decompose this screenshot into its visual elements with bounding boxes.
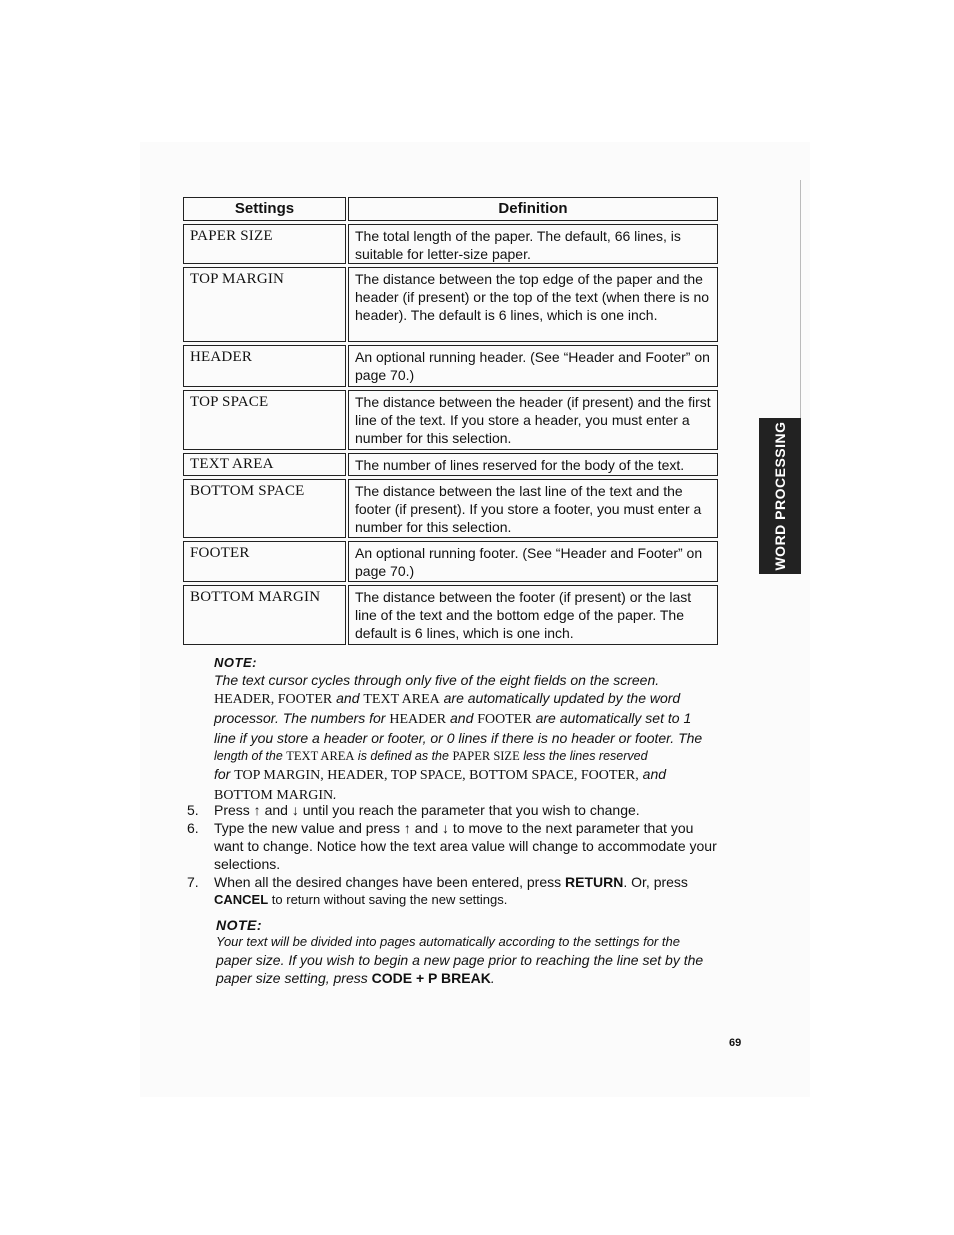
note-fragment: and [332,690,364,706]
note-term: BOTTOM MARGIN [214,788,334,803]
note-text [216,933,751,987]
column-header-definition: Definition [348,197,718,221]
step-number: 6. [187,820,199,836]
note-line [216,969,751,987]
note-term: HEADER [389,712,447,727]
note-label: NOTE: [214,655,257,670]
note-label: NOTE: [216,917,263,933]
step-text: selections. [214,856,281,872]
note-term: TOP MARGIN, HEADER, TOP SPACE, BOTTOM SPACE, FOOTER, [234,768,639,783]
note-text [214,671,744,805]
note-fragment: are automatically set to 1 [531,710,692,726]
setting-definition: The distance between the last line of the text and the footer (if present). If you store a footer, you must enter a number for this selection. [348,479,718,538]
step-fragment: When all the desired changes have been entered, press [214,874,566,890]
note-term: HEADER, FOOTER [214,692,333,707]
note-line: line if you store a header or footer, or 0 lines if there is no header or footer. The [214,730,703,746]
note-fragment: and [446,710,478,726]
note-fragment: processor. The numbers for [214,710,390,726]
table-row [183,224,718,264]
setting-name: BOTTOM MARGIN [183,585,346,645]
step-text: Press ↑ and ↓ until you reach the parameter that you wish to change. [214,802,640,818]
column-header-settings: Settings [183,197,346,221]
table-header-row [183,197,718,221]
setting-definition: An optional running header. (See “Header and Footer” on page 70.) [348,345,718,387]
step-item [187,819,754,873]
setting-name: TEXT AREA [183,453,346,476]
step-fragment: to return without saving the new settings. [268,892,508,907]
note-line: The text cursor cycles through only five of the eight fields on the screen. [214,672,660,688]
setting-definition: The total length of the paper. The default, 66 lines, is suitable for letter-size paper. [348,224,718,264]
step-fragment: . Or, press [623,874,688,890]
step-number: 7. [187,874,199,890]
step-text: want to change. Notice how the text area value will change to accommodate your [214,838,717,854]
setting-name: HEADER [183,345,346,387]
note-line: Your text will be divided into pages automatically according to the settings for the [216,934,680,949]
page-number: 69 [729,1037,742,1049]
step-text: Type the new value and press ↑ and ↓ to move to the next parameter that you [214,820,694,836]
section-tab [759,418,801,574]
note-fragment: and [638,766,667,782]
note-term: TEXT AREA [286,749,355,763]
step-text [214,873,754,891]
table-row [183,267,718,342]
step-item [187,873,754,909]
section-tab-label: WORD PROCESSING [772,421,788,571]
table-row [183,345,718,387]
setting-definition: The distance between the footer (if present) or the last line of the text and the bottom edge of the paper. The default is 6 lines, which is one inch. [348,585,718,645]
setting-name: FOOTER [183,541,346,582]
note-fragment: . [333,786,338,802]
table-row [183,585,718,645]
key-name: RETURN [565,874,624,890]
table-row [183,390,718,450]
key-name: CANCEL [214,892,269,907]
setting-name: BOTTOM SPACE [183,479,346,538]
note-fragment: less the lines reserved [519,749,648,763]
note-fragment: for [214,766,235,782]
note-line [214,709,744,729]
step-number: 5. [187,802,199,818]
note-line [214,765,744,785]
note-term: TEXT AREA [363,692,440,707]
table-row [183,541,718,582]
table-row [183,453,718,476]
setting-name: PAPER SIZE [183,224,346,264]
note-term: FOOTER [477,712,532,727]
setting-name: TOP MARGIN [183,267,346,342]
note-fragment: are automatically updated by the word [439,690,681,706]
note-line: paper size. If you wish to begin a new page prior to reaching the line set by the [216,952,704,968]
note-line [214,747,744,765]
page-edge-line [800,180,801,418]
setting-definition: The distance between the top edge of the paper and the header (if present) or the top of the text (when there is no header). The default is 6 lines, which is one inch. [348,267,718,342]
key-name: CODE + P BREAK [371,970,491,986]
note-fragment: length of the [214,749,287,763]
note-line [214,689,744,709]
setting-name: TOP SPACE [183,390,346,450]
step-item [187,801,754,819]
note-fragment: is defined as the [354,749,453,763]
note-fragment: paper size setting, press [216,970,372,986]
setting-definition: An optional running footer. (See “Header and Footer” on page 70.) [348,541,718,582]
note-fragment: . [490,970,495,986]
setting-definition: The number of lines reserved for the body of the text. [348,453,718,476]
note-term: PAPER SIZE [452,749,520,763]
table-row [183,479,718,538]
step-text [214,891,754,909]
setting-definition: The distance between the header (if present) and the first line of the text. If you store a header, you must enter a number for this selection. [348,390,718,450]
